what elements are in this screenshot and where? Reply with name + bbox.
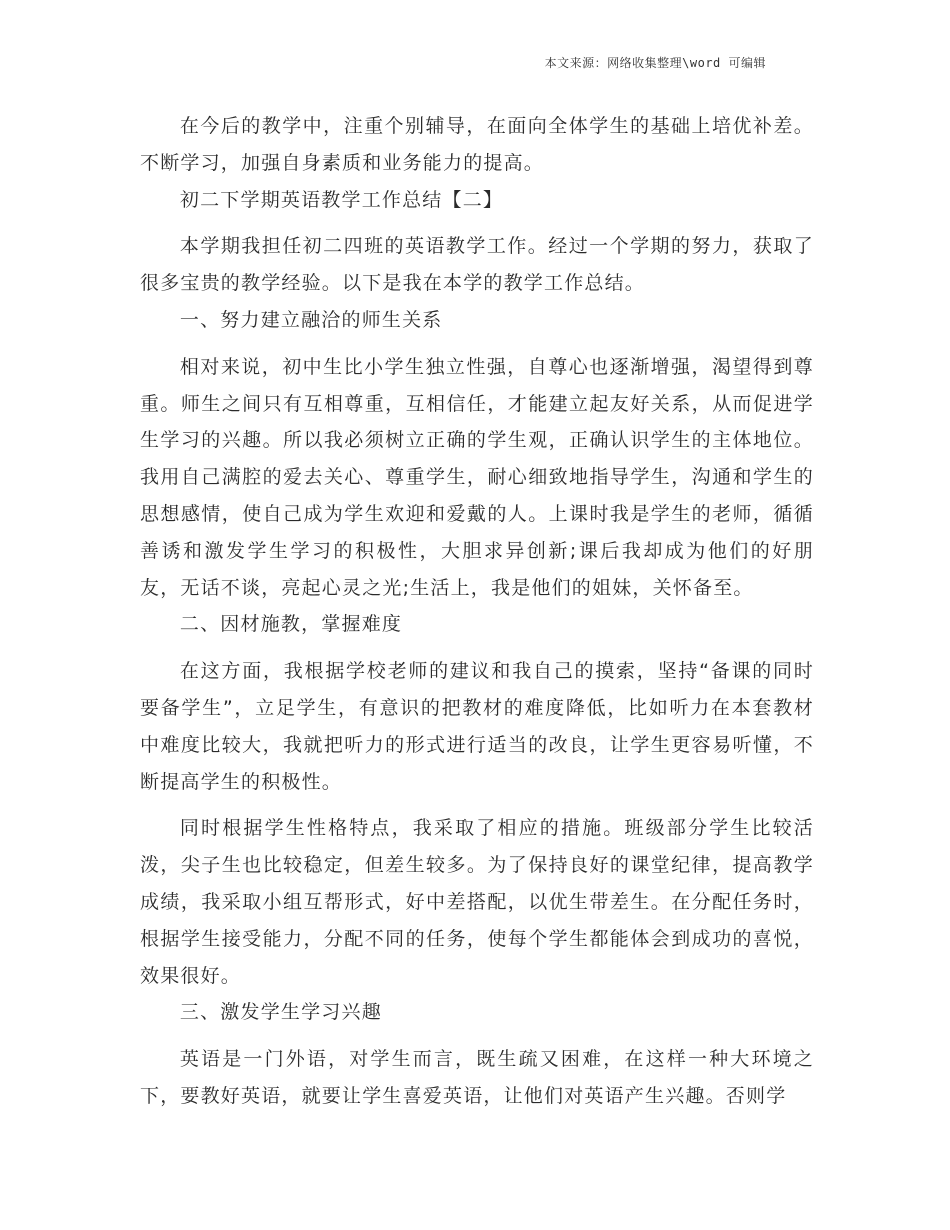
source-note: 本文来源：网络收集整理\word 可编辑 [544, 56, 766, 70]
paragraph-difficulty: 在这方面，我根据学校老师的建议和我自己的摸索，坚持“备课的同时要备学生”，立足学生，有意识的把教材的难度降低，比如听力在本套教材中难度比较大，我就把听力的形式进行适当的改良，让学生更容易听懂，不断提高学生的积极性。 [140, 660, 814, 793]
paragraph-english-interest: 英语是一门外语，对学生而言，既生疏又困难，在这样一种大环境之下，要教好英语，就要让学生喜爱英语，让他们对英语产生兴趣。否则学 [140, 1048, 814, 1107]
paragraph-closing-summary: 在今后的教学中，注重个别辅导，在面向全体学生的基础上培优补差。不断学习，加强自身素质和业务能力的提高。 [140, 115, 814, 174]
paragraph-relationship: 相对来说，初中生比小学生独立性强，自尊心也逐渐增强，渴望得到尊重。师生之间只有互相尊重，互相信任，才能建立起友好关系，从而促进学生学习的兴趣。所以我必须树立正确的学生观，正确认识学生的主体地位。我用自己满腔的爱去关心、尊重学生，耐心细致地指导学生，沟通和学生的思想感情，使自己成为学生欢迎和爱戴的人。上课时我是学生的老师，循循善诱和激发学生学习的积极性，大胆求异创新;课后我却成为他们的好朋友，无话不谈，亮起心灵之光;生活上，我是他们的姐妹，关怀备至。 [140, 355, 814, 599]
heading-teaching-by-aptitude: 二、因材施教，掌握难度 [179, 613, 403, 636]
heading-teacher-student-relationship: 一、努力建立融洽的师生关系 [179, 308, 443, 331]
paragraph-intro: 本学期我担任初二四班的英语教学工作。经过一个学期的努力，获取了很多宝贵的教学经验。以下是我在本学的教学工作总结。 [140, 235, 814, 295]
section-title: 初二下学期英语教学工作总结【二】 [179, 188, 504, 211]
document-body [140, 108, 814, 1115]
heading-interest: 三、激发学生学习兴趣 [179, 1001, 382, 1024]
paragraph-measures: 同时根据学生性格特点，我采取了相应的措施。班级部分学生比较活泼，尖子生也比较稳定，但差生较多。为了保持良好的课堂纪律，提高教学成绩，我采取小组互帮形式，好中差搭配，以优生带差生。在分配任务时，根据学生接受能力，分配不同的任务，使每个学生都能体会到成功的喜悦，效果很好。 [140, 817, 814, 987]
